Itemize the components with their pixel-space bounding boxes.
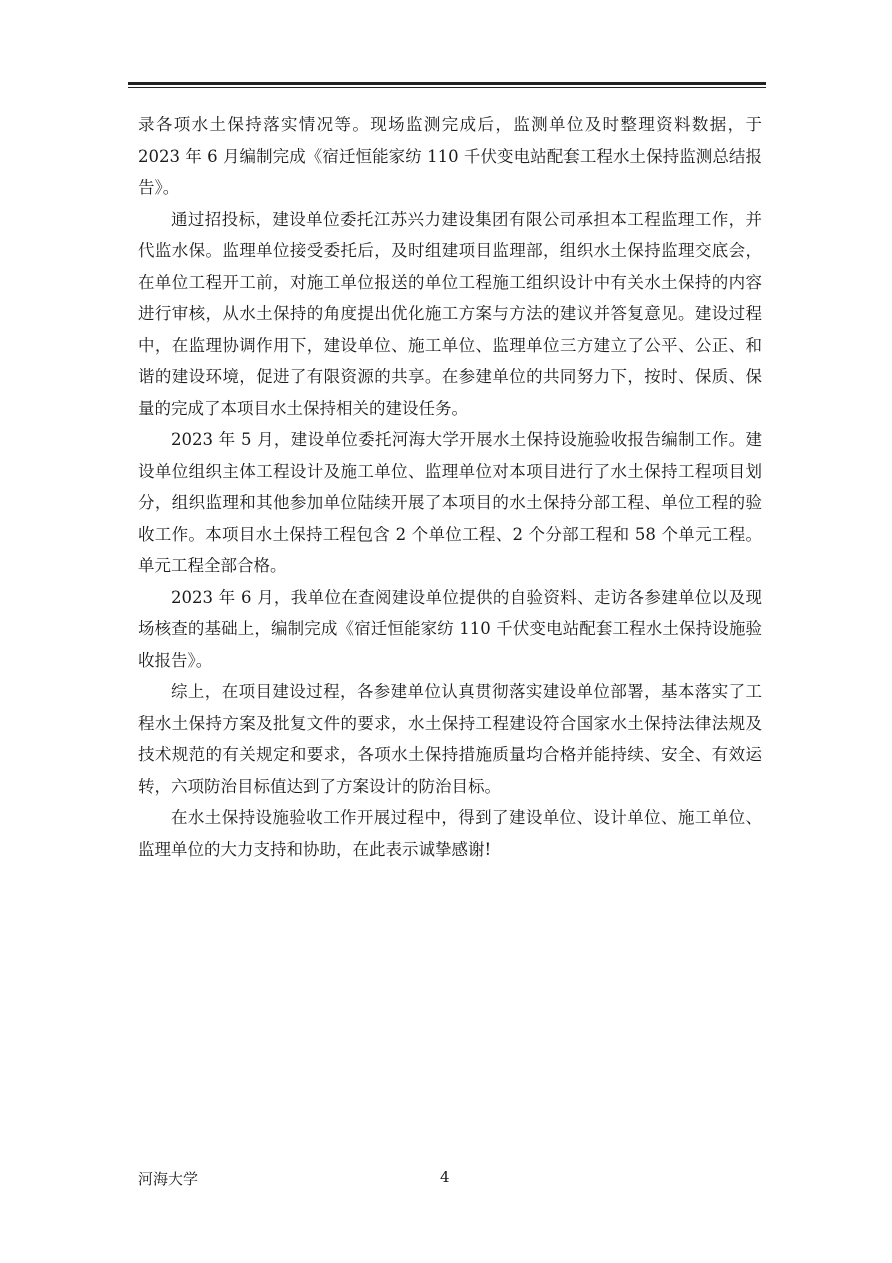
paragraph-acknowledgement: 在水土保持设施验收工作开展过程中，得到了建设单位、设计单位、施工单位、监理单位的大力支持和协助，在此表示诚挚感谢!: [138, 808, 762, 859]
paragraph-supervision: 通过招投标，建设单位委托江苏兴力建设集团有限公司承担本工程监理工作，并代监水保。监理单位接受委托后，及时组建项目监理部，组织水土保持监理交底会，在单位工程开工前，对施工单位报送的单位工程施工组织设计中有关水土保持的内容进行审核，从水土保持的角度提出优化施工方案与方法的建议并答复意见。建设过程中，在监理协调作用下，建设单位、施工单位、监理单位三方建立了公平、公正、和谐的建设环境，促进了有限资源的共享。在参建单位的共同努力下，按时、保质、保量的完成了本项目水土保持相关的建设任务。: [138, 209, 762, 418]
paragraph-monitoring-report: 录各项水土保持落实情况等。现场监测完成后，监测单位及时整理资料数据，于 2023 年 6 月编制完成《宿迁恒能家纺 110 千伏变电站配套工程水土保持监测总结报告》。: [138, 115, 762, 197]
header-rule-thin: [128, 87, 766, 88]
paragraph-acceptance-commission: 2023 年 5 月，建设单位委托河海大学开展水土保持设施验收报告编制工作。建设单位组织主体工程设计及施工单位、监理单位对本项目进行了水土保持工程项目划分，组织监理和其他参加单位陆续开展了本项目的水土保持分部工程、单位工程的验收工作。本项目水土保持工程包含 2 个单位工程、2 个分部工程和 58 个单元工程。单元工程全部合格。: [138, 430, 762, 575]
page-number: 4: [440, 1168, 450, 1186]
footer-institution: 河海大学: [138, 1170, 199, 1188]
header-rule-thick: [128, 82, 766, 85]
document-body: [138, 109, 762, 865]
paragraph-acceptance-report: 2023 年 6 月，我单位在查阅建设单位提供的自验资料、走访各参建单位以及现场核查的基础上，编制完成《宿迁恒能家纺 110 千伏变电站配套工程水土保持设施验收报告》。: [138, 587, 762, 670]
paragraph-summary: 综上，在项目建设过程，各参建单位认真贯彻落实建设单位部署，基本落实了工程水土保持方案及批复文件的要求，水土保持工程建设符合国家水土保持法律法规及技术规范的有关规定和要求，各项水土保持措施质量均合格并能持续、安全、有效运转，六项防治目标值达到了方案设计的防治目标。: [138, 682, 762, 796]
